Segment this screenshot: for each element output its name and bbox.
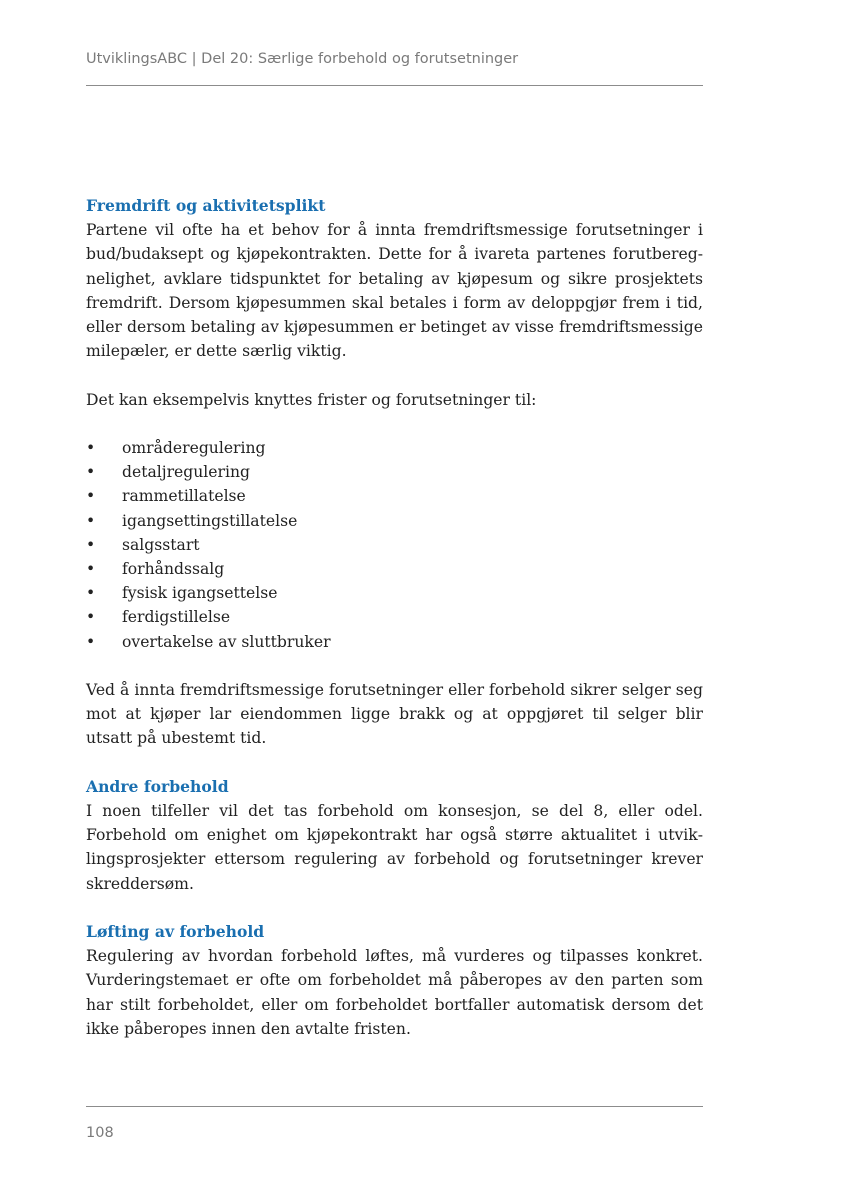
list-item <box>86 581 703 605</box>
paragraph: Regulering av hvordan forbehold løftes, må vurderes og tilpasses konkret. Vurderingstemaet er ofte om forbeholdet må påberopes av den parten som har stilt forbeholdet, eller om forbeholdet bortfaller automatisk dersom det ikke påberopes innen den avtalte fristen. <box>86 947 703 1038</box>
list-item <box>86 484 703 508</box>
section-heading: Fremdrift og aktivitetsplikt <box>86 196 326 215</box>
paragraph: Ved å innta fremdriftsmessige forutsetninger eller forbehold sikrer selger seg mot at kjøper lar eiendommen ligge brakk og at oppgjøret til selger blir utsatt på ubestemt tid. <box>86 681 703 748</box>
list-item-text: igangsettingstillatelse <box>122 511 298 530</box>
paragraph: Det kan eksempelvis knyttes frister og forutsetninger til: <box>86 390 537 409</box>
list-item <box>86 605 703 629</box>
bullet-icon: • <box>86 511 96 530</box>
header-divider <box>86 85 703 86</box>
list-item-text: forhåndssalg <box>122 560 225 579</box>
page-number: 108 <box>86 1125 114 1141</box>
paragraph: I noen tilfeller vil det tas forbehold om konsesjon, se del 8, eller odel. Forbehold om enighet om kjøpekontrakt har også større aktualitet i utviklingsprosjekter ettersom regulering av forbehold og forutsetninger krever skreddersøm. <box>86 802 703 893</box>
bullet-icon: • <box>86 584 96 603</box>
list-item-text: områderegulering <box>122 439 266 457</box>
list-item-text: salgsstart <box>122 535 200 554</box>
list-item-text: fysisk igangsettelse <box>122 584 278 603</box>
bullet-icon: • <box>86 463 96 482</box>
bullet-icon: • <box>86 608 96 627</box>
list-item <box>86 509 703 533</box>
bullet-icon: • <box>86 439 96 457</box>
page-body <box>86 194 703 1041</box>
bullet-icon: • <box>86 487 96 506</box>
paragraph: Partene vil ofte ha et behov for å innta fremdriftsmessige forutsetninger i bud/budaksept og kjøpekontrakten. Dette for å ivareta partenes forutberegnelighet, avklare tidspunktet for betaling av kjøpesum og sikre prosjektets fremdrift. Dersom kjøpesummen skal betales i form av deloppgjør frem i tid, eller dersom betaling av kjøpesummen er betinget av visse fremdriftsmessige milepæler, er dette særlig viktig. <box>86 221 703 361</box>
footer-divider <box>86 1106 703 1107</box>
running-header: UtviklingsABC | Del 20: Særlige forbehold og forutsetninger <box>86 51 519 67</box>
list-item <box>86 533 703 557</box>
list-item-text: ferdigstillelse <box>122 608 231 627</box>
section-lofting-av-forbehold <box>86 920 703 1041</box>
bullet-list <box>86 436 703 654</box>
list-item-text: detaljregulering <box>122 463 250 482</box>
list-item <box>86 630 703 654</box>
section-heading: Andre forbehold <box>86 776 229 796</box>
section-heading: Løfting av forbehold <box>86 922 265 942</box>
bullet-icon: • <box>86 560 96 579</box>
bullet-icon: • <box>86 535 96 554</box>
list-item <box>86 460 703 484</box>
list-item <box>86 436 703 460</box>
list-item <box>86 557 703 581</box>
list-item-text: overtakelse av sluttbruker <box>122 632 331 651</box>
list-item-text: rammetillatelse <box>122 487 246 506</box>
section-fremdrift <box>86 194 703 751</box>
bullet-icon: • <box>86 632 96 651</box>
section-andre-forbehold <box>86 775 703 896</box>
